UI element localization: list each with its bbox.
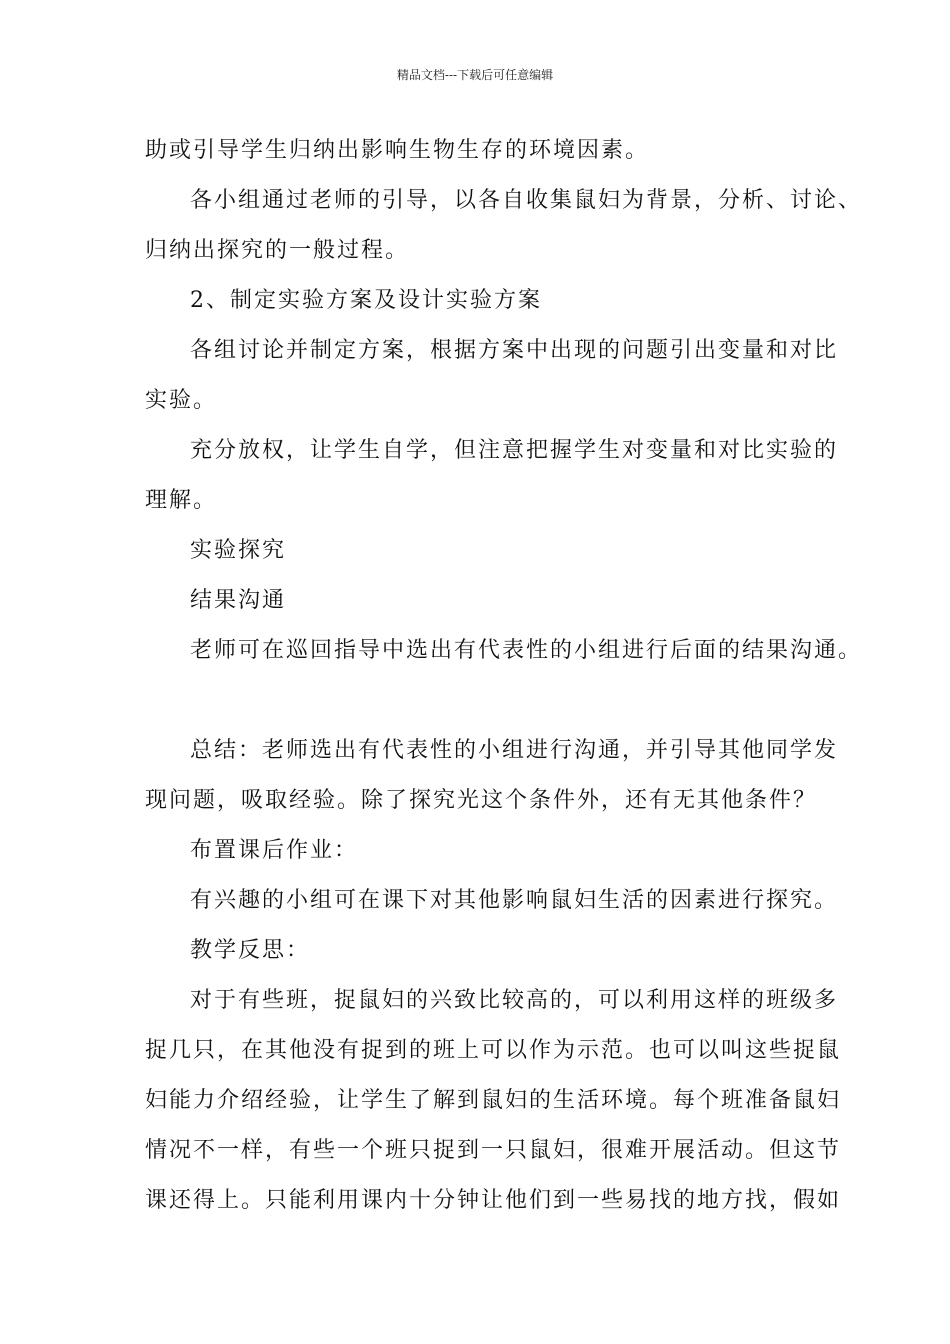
text-line: 现问题，吸取经验。除了探究光这个条件外，还有无其他条件？ <box>145 788 818 813</box>
text-line: 捉几只，在其他没有捉到的班上可以作为示范。也可以叫这些捉鼠 <box>145 1038 842 1063</box>
text-line: 助或引导学生归纳出影响生物生存的环境因素。 <box>145 138 650 163</box>
text-line: 理解。 <box>145 488 218 513</box>
text-line: 充分放权，让学生自学，但注意把握学生对变量和对比实验的 <box>190 438 839 463</box>
page-header: 精品文档---下载后可任意编辑 <box>396 68 554 82</box>
text-line: 布置课后作业： <box>190 838 359 863</box>
text-line: 各小组通过老师的引导，以各自收集鼠妇为背景，分析、讨论、 <box>190 188 863 213</box>
text-line: 归纳出探究的一般过程。 <box>145 238 410 263</box>
text-line: 对于有些班，捉鼠妇的兴致比较高的，可以利用这样的班级多 <box>190 988 839 1013</box>
text-line: 课还得上。只能利用课内十分钟让他们到一些易找的地方找，假如 <box>145 1188 842 1213</box>
text-line: 教学反思： <box>190 938 311 963</box>
text-line: 总结：老师选出有代表性的小组进行沟通，并引导其他同学发 <box>190 738 839 763</box>
section-heading: 2、制定实验方案及设计实验方案 <box>190 288 542 313</box>
text-line: 有兴趣的小组可在课下对其他影响鼠妇生活的因素进行探究。 <box>190 888 839 913</box>
text-line: 老师可在巡回指导中选出有代表性的小组进行后面的结果沟通。 <box>190 638 863 663</box>
text-line: 实验探究 <box>190 538 287 563</box>
text-line: 结果沟通 <box>190 588 287 613</box>
text-line: 各组讨论并制定方案，根据方案中出现的问题引出变量和对比 <box>190 338 839 363</box>
text-line: 情况不一样，有些一个班只捉到一只鼠妇，很难开展活动。但这节 <box>145 1138 842 1163</box>
text-line: 实验。 <box>145 388 218 413</box>
text-line: 妇能力介绍经验，让学生了解到鼠妇的生活环境。每个班准备鼠妇 <box>145 1088 842 1113</box>
